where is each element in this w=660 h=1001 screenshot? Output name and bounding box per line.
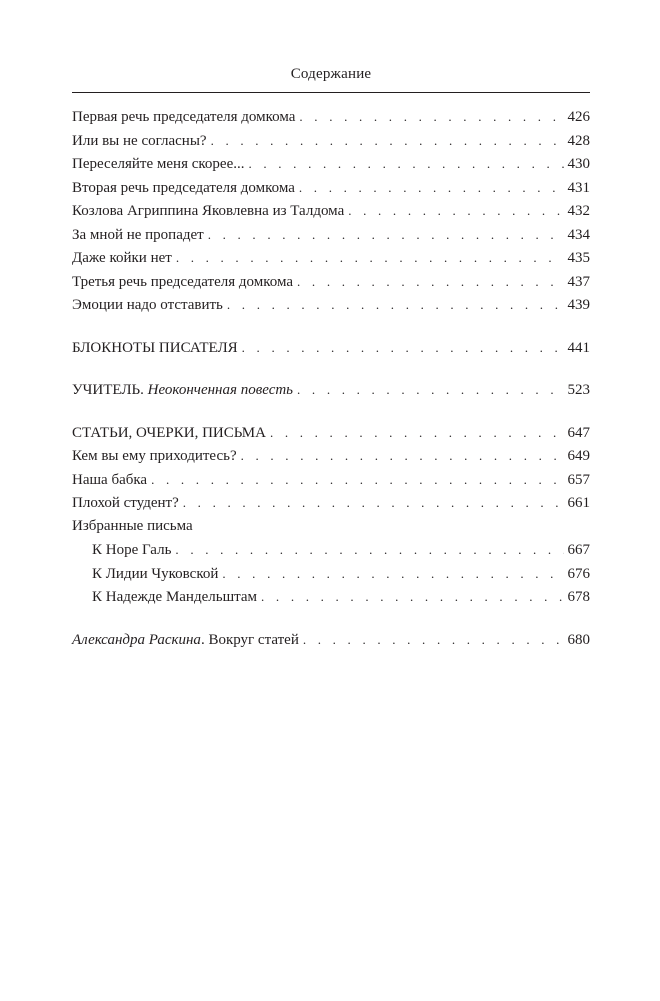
- toc-entry-page: 435: [567, 250, 590, 266]
- toc-entry[interactable]: [72, 176, 590, 200]
- dot-leader: [299, 105, 563, 129]
- toc-entry-page: 667: [567, 542, 590, 558]
- toc-entry-page: 647: [567, 424, 590, 441]
- dot-leader: [303, 628, 564, 652]
- toc-entry-title: Эмоции надо отставить: [72, 297, 223, 313]
- toc-entry-title: Козлова Агриппина Яковлевна из Талдома: [72, 203, 345, 219]
- dot-leader: [175, 538, 563, 562]
- toc-subentry[interactable]: [72, 538, 590, 562]
- toc-entry-page: 523: [567, 382, 590, 398]
- dot-leader: [211, 129, 564, 153]
- toc-entry-page: 430: [567, 156, 590, 172]
- toc-entry-title: За мной не пропадет: [72, 226, 204, 243]
- toc-entry[interactable]: [72, 246, 590, 270]
- toc-entry[interactable]: [72, 129, 590, 153]
- toc-entry-page: 657: [567, 471, 590, 488]
- dot-leader: [270, 421, 564, 445]
- toc-entry-page: 678: [567, 589, 590, 605]
- toc-entry-title-main: . Вокруг статей: [200, 631, 299, 648]
- toc-entry[interactable]: [72, 468, 590, 492]
- toc-entry[interactable]: [72, 293, 590, 317]
- toc-entry-page: 432: [567, 203, 590, 219]
- toc-entry[interactable]: [72, 105, 590, 129]
- toc-entry[interactable]: [72, 270, 590, 294]
- dot-leader: [208, 223, 564, 247]
- toc-section-entry[interactable]: [72, 378, 590, 402]
- toc-entry[interactable]: [72, 199, 590, 223]
- toc-entry-title: Плохой студент?: [72, 495, 179, 511]
- toc-entry-title: Вторая речь председателя домкома: [72, 179, 295, 196]
- dot-leader: [183, 491, 564, 515]
- dot-leader: [297, 378, 563, 402]
- dot-leader: [242, 336, 564, 360]
- toc-entry[interactable]: [72, 223, 590, 247]
- toc-section-entry[interactable]: [72, 628, 590, 652]
- dot-leader: [241, 444, 564, 468]
- toc-section-entry[interactable]: [72, 336, 590, 360]
- toc-entry-page: 431: [567, 179, 590, 196]
- toc-entry-page: 649: [567, 448, 590, 464]
- header-rule: [72, 92, 590, 93]
- toc-entry-title: К Лидии Чуковской: [92, 565, 219, 582]
- toc-entry-title: Третья речь председателя домкома: [72, 273, 294, 290]
- toc-entry-page: 661: [567, 495, 590, 511]
- toc-entry-title: Даже койки нет: [72, 250, 172, 266]
- toc-entry-page: 426: [567, 109, 590, 125]
- toc-entry-page: 441: [567, 339, 590, 356]
- dot-leader: [348, 199, 563, 223]
- toc-entry-title: Переселяйте меня скорее...: [72, 156, 245, 172]
- dot-leader: [222, 562, 563, 586]
- toc-entry-title: Наша бабка: [72, 471, 148, 488]
- toc-entry-title: СТАТЬИ, ОЧЕРКИ, ПИСЬМА: [72, 424, 266, 441]
- toc-entry-title: [72, 379, 293, 403]
- toc-entry-page: 428: [567, 132, 590, 149]
- toc-entry-title: К Норе Галь: [92, 542, 172, 558]
- dot-leader: [227, 293, 564, 317]
- dot-leader: [297, 270, 563, 294]
- toc-entry-page: 434: [567, 226, 590, 243]
- toc-entry-title: Избранные письма: [72, 517, 193, 534]
- toc-entry-title: [72, 629, 299, 653]
- toc-entry-title: Кем вы ему приходитесь?: [72, 448, 237, 464]
- toc-entry-title: Или вы не согласны?: [72, 132, 207, 149]
- toc-entry-page: 437: [567, 273, 590, 290]
- dot-leader: [261, 585, 563, 609]
- toc-entry[interactable]: [72, 444, 590, 468]
- dot-leader: [248, 152, 563, 176]
- toc-entry-title-italic: Неоконченная повесть: [147, 382, 294, 398]
- dot-leader: [151, 468, 563, 492]
- dot-leader: [176, 246, 564, 270]
- table-of-contents: [72, 105, 590, 651]
- toc-entry-title: БЛОКНОТЫ ПИСАТЕЛЯ: [72, 339, 238, 356]
- toc-entry-title: К Надежде Мандельштам: [92, 589, 258, 605]
- toc-section-entry[interactable]: [72, 421, 590, 445]
- page-header-title: Содержание: [290, 66, 372, 82]
- toc-entry-title-main: УЧИТЕЛЬ.: [72, 382, 144, 398]
- toc-subentry[interactable]: [72, 585, 590, 609]
- toc-entry-page: 680: [567, 631, 590, 648]
- toc-entry[interactable]: [72, 491, 590, 515]
- toc-subentry[interactable]: [72, 562, 590, 586]
- toc-entry-page: 676: [567, 565, 590, 582]
- toc-entry-page: 439: [567, 297, 590, 313]
- dot-leader: [299, 176, 564, 200]
- toc-group-heading: [72, 515, 590, 539]
- toc-entry[interactable]: [72, 152, 590, 176]
- toc-entry-title-italic: Александра Раскина: [72, 631, 201, 648]
- toc-entry-title: Первая речь председателя домкома: [72, 109, 296, 125]
